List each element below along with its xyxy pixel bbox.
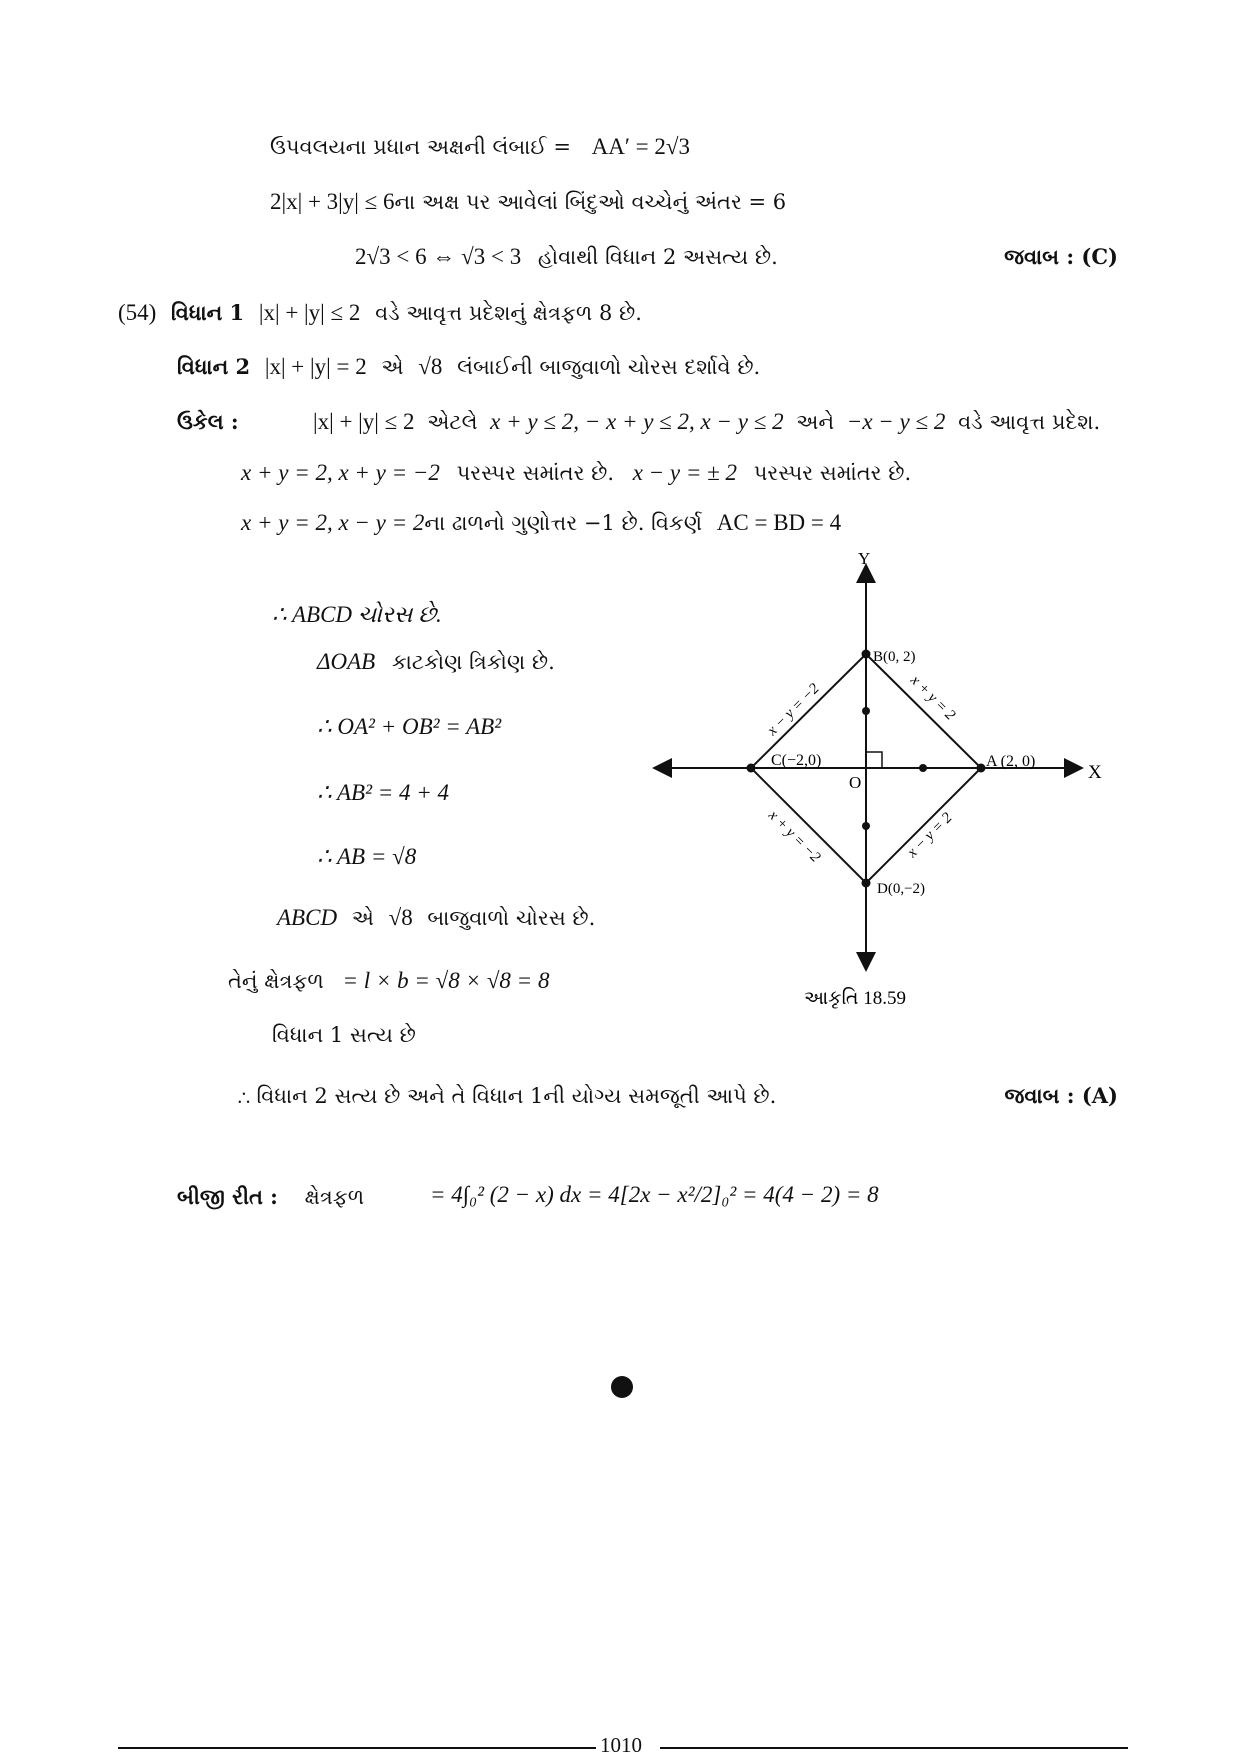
point-a-label: A (2, 0) (986, 753, 1036, 770)
statement-2-line (177, 352, 760, 382)
solution-math-1: |x| + |y| ≤ 2 (313, 409, 415, 434)
point-a-dot (977, 764, 986, 773)
parallel-text-2: પરસ્પર સમાંતર છે. (753, 461, 912, 485)
comparison-math: 2√3 < 6 ⇔ √3 < 3 (355, 244, 522, 269)
figure-caption: આકૃતિ 18.59 (804, 988, 906, 1009)
derivation-ab-squared: ∴ AB² = 4 + 4 (317, 780, 450, 805)
point-d-dot (862, 879, 871, 888)
major-axis-line (270, 132, 690, 162)
point-b-label: B(0, 2) (873, 649, 916, 665)
parallel-line (241, 458, 911, 488)
statement-1-label: વિધાન 1 (171, 300, 245, 325)
answer-a: જવાબ : (A) (1004, 1083, 1118, 1108)
axis-y-label: Y (858, 549, 871, 568)
major-axis-value: AA′ = 2√3 (591, 134, 690, 159)
edge-da-label: x − y = 2 (904, 809, 956, 861)
point-c-dot (747, 764, 756, 773)
answer-c: જવાબ : (C) (1004, 244, 1118, 269)
statement-1-math: |x| + |y| ≤ 2 (258, 300, 361, 325)
footer-rule-left (118, 1747, 598, 1749)
slope-text: ના ઢાળનો ગુણોત્તર −1 છે. વિકર્ણ (424, 511, 703, 535)
solution-body (313, 407, 1100, 437)
statement-2-false-text: હોવાથી વિધાન 2 અસત્ય છે. (537, 245, 778, 269)
diagonal-math: AC = BD = 4 (716, 510, 842, 535)
statement-1-text: વડે આવૃત્ત પ્રદેશનું ક્ષેત્રફળ 8 છે. (375, 301, 642, 325)
area-text: તેનું ક્ષેત્રફળ (228, 969, 324, 993)
derivation-square: ∴ ABCD ચોરસ છે. (272, 602, 442, 627)
slope-math: x + y = 2, x − y = 2 (241, 510, 425, 535)
distance-text: ના અક્ષ પર આવેલાં બિંદુઓ વચ્ચેનું અંતર = 6 (394, 190, 787, 214)
major-axis-text: ઉપવલયના પ્રધાન અક્ષની લંબાઈ = (270, 135, 571, 159)
right-angle-marker (866, 752, 882, 768)
statement-2-sqrt: √8 (418, 354, 443, 379)
page-number: 1010 (596, 1733, 646, 1758)
derivation-area (228, 966, 549, 996)
square-side-text-a: એ (351, 906, 374, 930)
statement-2-false-line (355, 242, 778, 272)
derivation-square-side (277, 903, 595, 933)
solution-text-3: વડે આવૃત્ત પ્રદેશ. (958, 410, 1101, 434)
slope-line (241, 508, 841, 538)
derivation-right-triangle (317, 647, 555, 677)
point-d-label: D(0,−2) (877, 881, 926, 897)
statement-2-text-a: એ (381, 355, 404, 379)
edge-cd-label: x + y = −2 (765, 807, 824, 866)
parallel-text-1: પરસ્પર સમાંતર છે. (456, 461, 615, 485)
statement-2-label: વિધાન 2 (177, 354, 251, 379)
axis-x-label: X (1088, 762, 1102, 783)
alternate-method (177, 1182, 364, 1212)
derivation-pythagoras: ∴ OA² + OB² = AB² (317, 714, 502, 739)
point-b-dot (862, 650, 871, 659)
statement-2-math: |x| + |y| = 2 (264, 354, 367, 379)
statement-2-text-b: લંબાઈની બાજુવાળો ચોરસ દર્શાવે છે. (457, 355, 761, 379)
point-c-label: C(−2,0) (771, 752, 822, 769)
right-triangle-text: કાટકોણ ત્રિકોણ છે. (391, 650, 555, 674)
solution-label: ઉકેલ : (177, 409, 239, 434)
solution-math-2: x + y ≤ 2, − x + y ≤ 2, x − y ≤ 2 (490, 409, 784, 434)
statement-1-true: વિધાન 1 સત્ય છે (272, 1023, 416, 1047)
conclusion: ∴ વિધાન 2 સત્ય છે અને તે વિધાન 1ની યોગ્ય સમજૂતી આપે છે. (238, 1084, 777, 1108)
alternate-area-text: ક્ષેત્રફળ (304, 1185, 365, 1209)
parallel-math-1: x + y = 2, x + y = −2 (241, 460, 440, 485)
question-number: (54) (118, 300, 157, 325)
solution-text-2: અને (796, 410, 835, 434)
square-side-sqrt: √8 (388, 905, 413, 930)
derivation-ab: ∴ AB = √8 (317, 844, 417, 869)
distance-line (270, 187, 786, 217)
solution-math-3: −x − y ≤ 2 (846, 409, 946, 434)
alternate-label: બીજી રીત : (177, 1184, 278, 1209)
end-bullet (611, 1376, 633, 1398)
area-math: = l × b = √8 × √8 = 8 (342, 968, 550, 993)
tick-x-1 (919, 764, 927, 772)
edge-bc-label: x − y = −2 (764, 680, 823, 739)
alternate-integral: = 4∫₀² (2 − x) dx = 4[2x − x²/2]₀² = 4(4 − 2) = 8 (430, 1182, 879, 1207)
triangle-oab: ΔOAB (317, 649, 376, 674)
parallel-math-2: x − y = ± 2 (632, 460, 738, 485)
solution-line (177, 407, 239, 437)
square-abcd: ABCD (277, 905, 338, 930)
tick-y-1 (862, 707, 870, 715)
square-side-text-b: બાજુવાળો ચોરસ છે. (427, 906, 596, 930)
edge-ab-label: x + y = 2 (907, 672, 959, 724)
solution-text-1: એટલે (427, 410, 478, 434)
footer-rule-right (660, 1747, 1128, 1749)
square-figure (640, 545, 1100, 1015)
tick-y-neg-1 (862, 822, 870, 830)
statement-1-line (118, 298, 642, 328)
origin-label: O (849, 773, 862, 792)
inequality-2x-3y: 2|x| + 3|y| ≤ 6 (270, 189, 395, 214)
